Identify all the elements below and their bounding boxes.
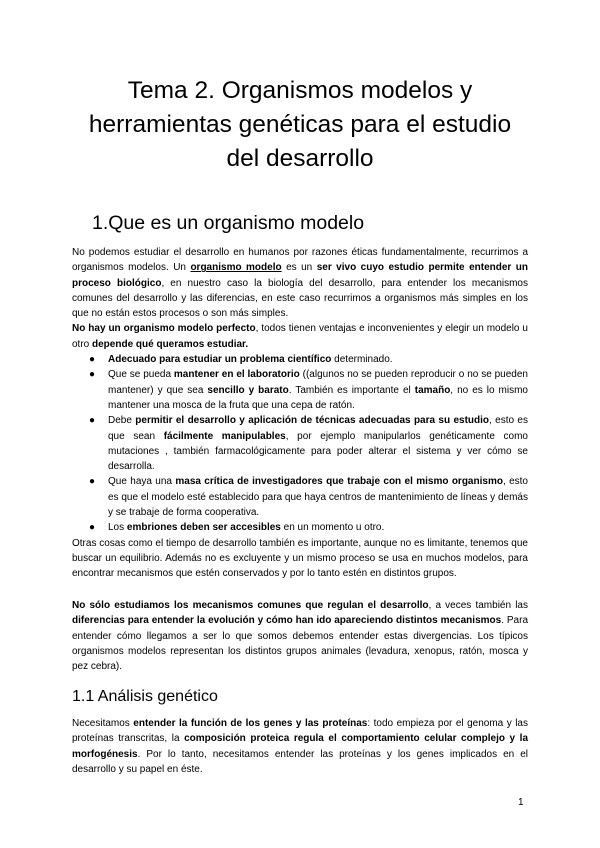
list-item: ● Adecuado para estudiar un problema científico determinado. [72,352,528,367]
subsection-body [72,716,528,777]
title-line: Tema 2. Organismos modelos y [127,77,473,104]
bullet-icon: ● [89,522,96,534]
list-item: ● Debe permitir el desarrollo y aplicación de técnicas adecuadas para su estudio, esto es que sean fácilmente manipulables, por ejemplo manipularlos genéticamente como mutaciones , también farmacológicamente para poder alterar el sistema y ver cómo se desarrolla. [89,415,528,473]
section-body [72,245,528,582]
paragraph-intro: No podemos estudiar el desarrollo en humanos por razones éticas fundamentalmente, recurrimos a organismos modelos. Un organismo modelo es un ser vivo cuyo estudio permite entender un proceso biológico, en nuestro caso la biología del desarrollo, para entender los mecanismos comunes del desarrollo y las diferencias, en este caso recurrimos a organismos más simples en los que no están estos procesos o son más simples. [72,247,528,320]
title-line: del desarrollo [226,145,374,172]
bullet-icon: ● [89,476,96,488]
paragraph-other-factors: Otras cosas como el tiempo de desarrollo también es importante, aunque no es limitante, tenemos que buscar un equilibrio. Además no es excluyente y un mismo proceso se usa en muchos modelos, para encontrar mecanismos que estén conservados y por lo tanto estén en distintos grupos. [72,537,528,580]
list-item: ● Que se pueda mantener en el laboratorio ((algunos no se pueden reproducir o no se pueden mantener) y que sea sencillo y barato. También es importante el tamaño, no es lo mismo mantener una mosca de la fruta que una cepa de ratón. [89,369,528,411]
criteria-list [72,352,528,536]
list-item: ● Los embriones deben ser accesibles en un momento u otro. [72,520,528,535]
paragraph-evolution: No sólo estudiamos los mecanismos comunes que regulan el desarrollo, a veces también las diferencias para entender la evolución y cómo han ido apareciendo distintos mecanismos. Para entender cómo llegamos a ser lo que somos debemos entender estas divergencias. Los típicos organismos modelos representan los distintos grupos animales (levadura, xenopus, ratón, mosca y pez cebra). [72,600,528,673]
paragraph-genetic-analysis: Necesitamos entender la función de los genes y las proteínas: todo empieza por el genoma y las proteínas transcritas, la composición proteica regula el comportamiento celular complejo y la morfogénesis. Por lo tanto, necesitamos entender las proteínas y los genes implicados en el desarrollo y su papel en éste. [72,718,529,775]
document-title [40,74,560,176]
bullet-icon: ● [89,354,96,366]
section-body-2 [72,598,528,674]
subsection-heading: 1.1 Análisis genético [72,688,218,705]
title-line: herramientas genéticas para el estudio [88,111,512,138]
list-item: ● Que haya una masa crítica de investigadores que trabaje con el mismo organismo, esto es que el modelo esté establecido para que haya centros de mantenimiento de líneas y demás y se trabaje de forma cooperativa. [89,476,528,519]
bullet-icon: ● [89,369,96,381]
bullet-icon: ● [89,415,96,427]
paragraph-no-perfect-model: No hay un organismo modelo perfecto, todos tienen ventajas e inconvenientes y elegir un modelo u otro depende qué queramos estudiar. [72,323,528,350]
section-heading: 1.Que es un organismo modelo [92,212,365,234]
page-number: 1 [518,797,524,808]
